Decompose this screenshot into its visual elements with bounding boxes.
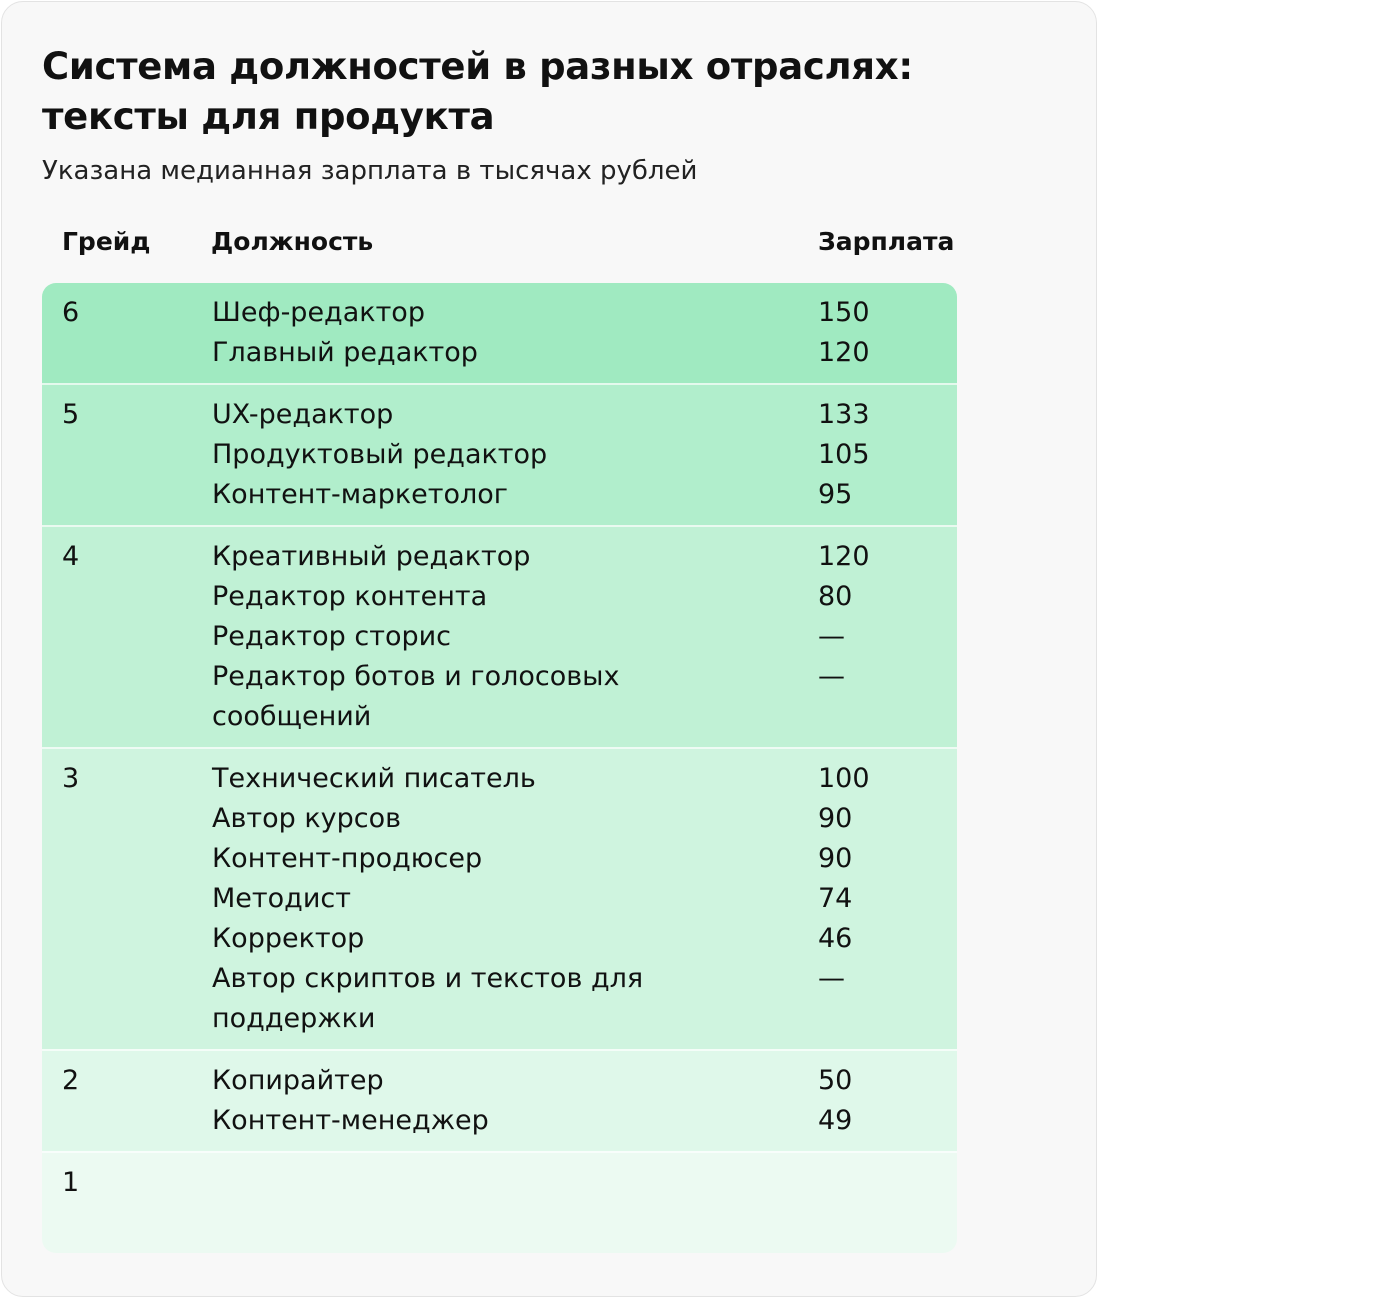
table-row: [42, 799, 957, 839]
position-name: Шеф-редактор: [212, 297, 425, 328]
salary-value: 100: [818, 763, 870, 794]
grade-band-2: [42, 1049, 957, 1151]
grade-band-3: [42, 747, 957, 1049]
position-name: Контент-маркетолог: [212, 479, 508, 510]
column-header-grade: Грейд: [62, 227, 151, 256]
salary-value: 46: [818, 923, 853, 954]
position-name: Копирайтер: [212, 1065, 384, 1096]
grade-number: 3: [62, 763, 80, 794]
salary-value: 150: [818, 297, 870, 328]
salary-value: 105: [818, 439, 870, 470]
position-name: UX-редактор: [212, 399, 394, 430]
table-row: [42, 333, 957, 373]
column-header-position: Должность: [211, 227, 374, 256]
table-row: [42, 657, 957, 737]
salary-value: 74: [818, 883, 853, 914]
position-name: Методист: [212, 883, 351, 914]
salary-value: —: [818, 963, 845, 994]
table-row: [42, 395, 957, 435]
grade-number: 5: [62, 399, 80, 430]
position-name: Автор скриптов и текстов для поддержки: [212, 963, 644, 1034]
position-name: Контент-продюсер: [212, 843, 483, 874]
salary-value: 95: [818, 479, 853, 510]
table-row: [42, 537, 957, 577]
grade-number: 2: [62, 1065, 80, 1096]
grade-number: 1: [62, 1167, 80, 1198]
table-row: [42, 1101, 957, 1141]
position-name: Продуктовый редактор: [212, 439, 548, 470]
position-name: Автор курсов: [212, 803, 402, 834]
column-header-salary: Зарплата: [818, 227, 955, 256]
salary-value: —: [818, 661, 845, 692]
position-name: Редактор контента: [212, 581, 488, 612]
table-row: [42, 759, 957, 799]
salary-value: 133: [818, 399, 870, 430]
infographic-card: [1, 1, 1097, 1297]
table-row: [42, 959, 957, 1039]
salary-value: 90: [818, 843, 853, 874]
table-row-spacer: [42, 1203, 957, 1243]
table-row: [42, 1163, 957, 1203]
grades-table: [42, 283, 957, 1253]
position-name: Редактор сторис: [212, 621, 452, 652]
position-name: Редактор ботов и голосовых сообщений: [212, 661, 620, 732]
grade-number: 4: [62, 541, 80, 572]
grade-band-1: [42, 1151, 957, 1253]
table-row: [42, 293, 957, 333]
table-row: [42, 617, 957, 657]
page-title: Система должностей в разных отраслях: тексты для продукта: [42, 45, 913, 138]
position-name: Технический писатель: [212, 763, 536, 794]
table-row: [42, 879, 957, 919]
table-row: [42, 475, 957, 515]
salary-value: 120: [818, 337, 870, 368]
salary-value: 80: [818, 581, 853, 612]
salary-value: 50: [818, 1065, 853, 1096]
page-subtitle: Указана медианная зарплата в тысячах рублей: [42, 156, 698, 186]
grade-number: 6: [62, 297, 80, 328]
salary-value: 49: [818, 1105, 853, 1136]
grade-band-4: [42, 525, 957, 747]
table-row: [42, 1061, 957, 1101]
position-name: Креативный редактор: [212, 541, 531, 572]
position-name: Контент-менеджер: [212, 1105, 489, 1136]
position-name: Главный редактор: [212, 337, 478, 368]
grade-band-5: [42, 383, 957, 525]
table-row: [42, 435, 957, 475]
position-name: Корректор: [212, 923, 365, 954]
salary-value: —: [818, 621, 845, 652]
table-row: [42, 577, 957, 617]
grade-band-6: [42, 283, 957, 383]
table-row: [42, 919, 957, 959]
salary-value: 120: [818, 541, 870, 572]
salary-value: 90: [818, 803, 853, 834]
table-row: [42, 839, 957, 879]
